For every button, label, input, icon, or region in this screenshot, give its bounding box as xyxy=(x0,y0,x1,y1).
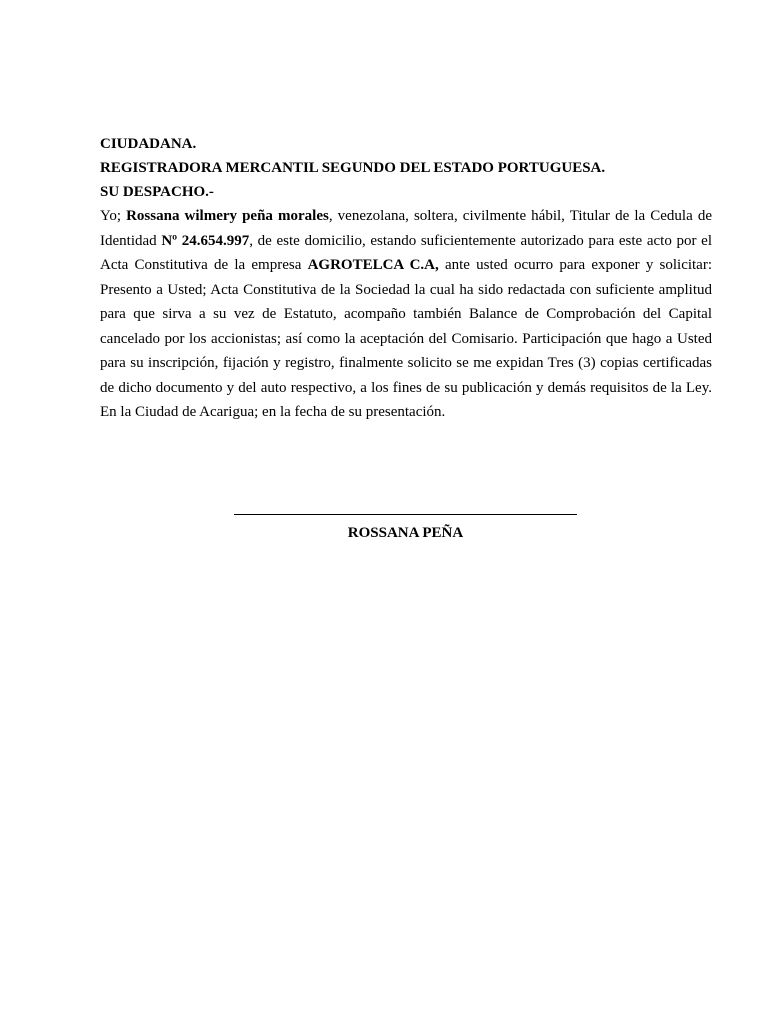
letter-header xyxy=(100,132,720,204)
signature-name: ROSSANA PEÑA xyxy=(347,525,464,541)
body-intro: Yo; xyxy=(100,208,127,224)
signature-line xyxy=(234,514,577,515)
body-part-2: , de este domicilio, estando suficientemente autorizado para este acto por el Acta Constitutiva de la empresa xyxy=(100,232,712,273)
addressee-title: CIUDADANA. xyxy=(100,136,197,152)
id-number: Nº 24.654.997 xyxy=(161,232,250,249)
body-part-3: ante usted ocurro para exponer y solicitar: Presento a Usted; Acta Constitutiva de la Sociedad la cual ha sido redactada con suficiente amplitud para que sirva a su vez de Estatuto, acompaño también Balance de Comprobación del Capital cancelado por los accionistas; así como la aceptación del Comisario. Participación que hago a Usted para su inscripción, fijación y registro, finalmente solicito se me expidan Tres (3) copias certificadas de dicho documento y del auto respectivo, a los fines de su publicación y demás requisitos de la Ley. En la Ciudad de Acarigua; en la fecha de su presentación. xyxy=(100,257,713,420)
addressee-office: REGISTRADORA MERCANTIL SEGUNDO DEL ESTADO PORTUGUESA. xyxy=(100,160,606,176)
company-name: AGROTELCA C.A, xyxy=(307,257,439,273)
letter-body xyxy=(100,204,712,425)
applicant-name: Rossana wilmery peña morales xyxy=(126,208,329,224)
body-part-1: , venezolana, soltera, civilmente hábil, Titular de la Cedula de Identidad xyxy=(100,208,713,249)
addressee-closing: SU DESPACHO.- xyxy=(100,184,214,200)
